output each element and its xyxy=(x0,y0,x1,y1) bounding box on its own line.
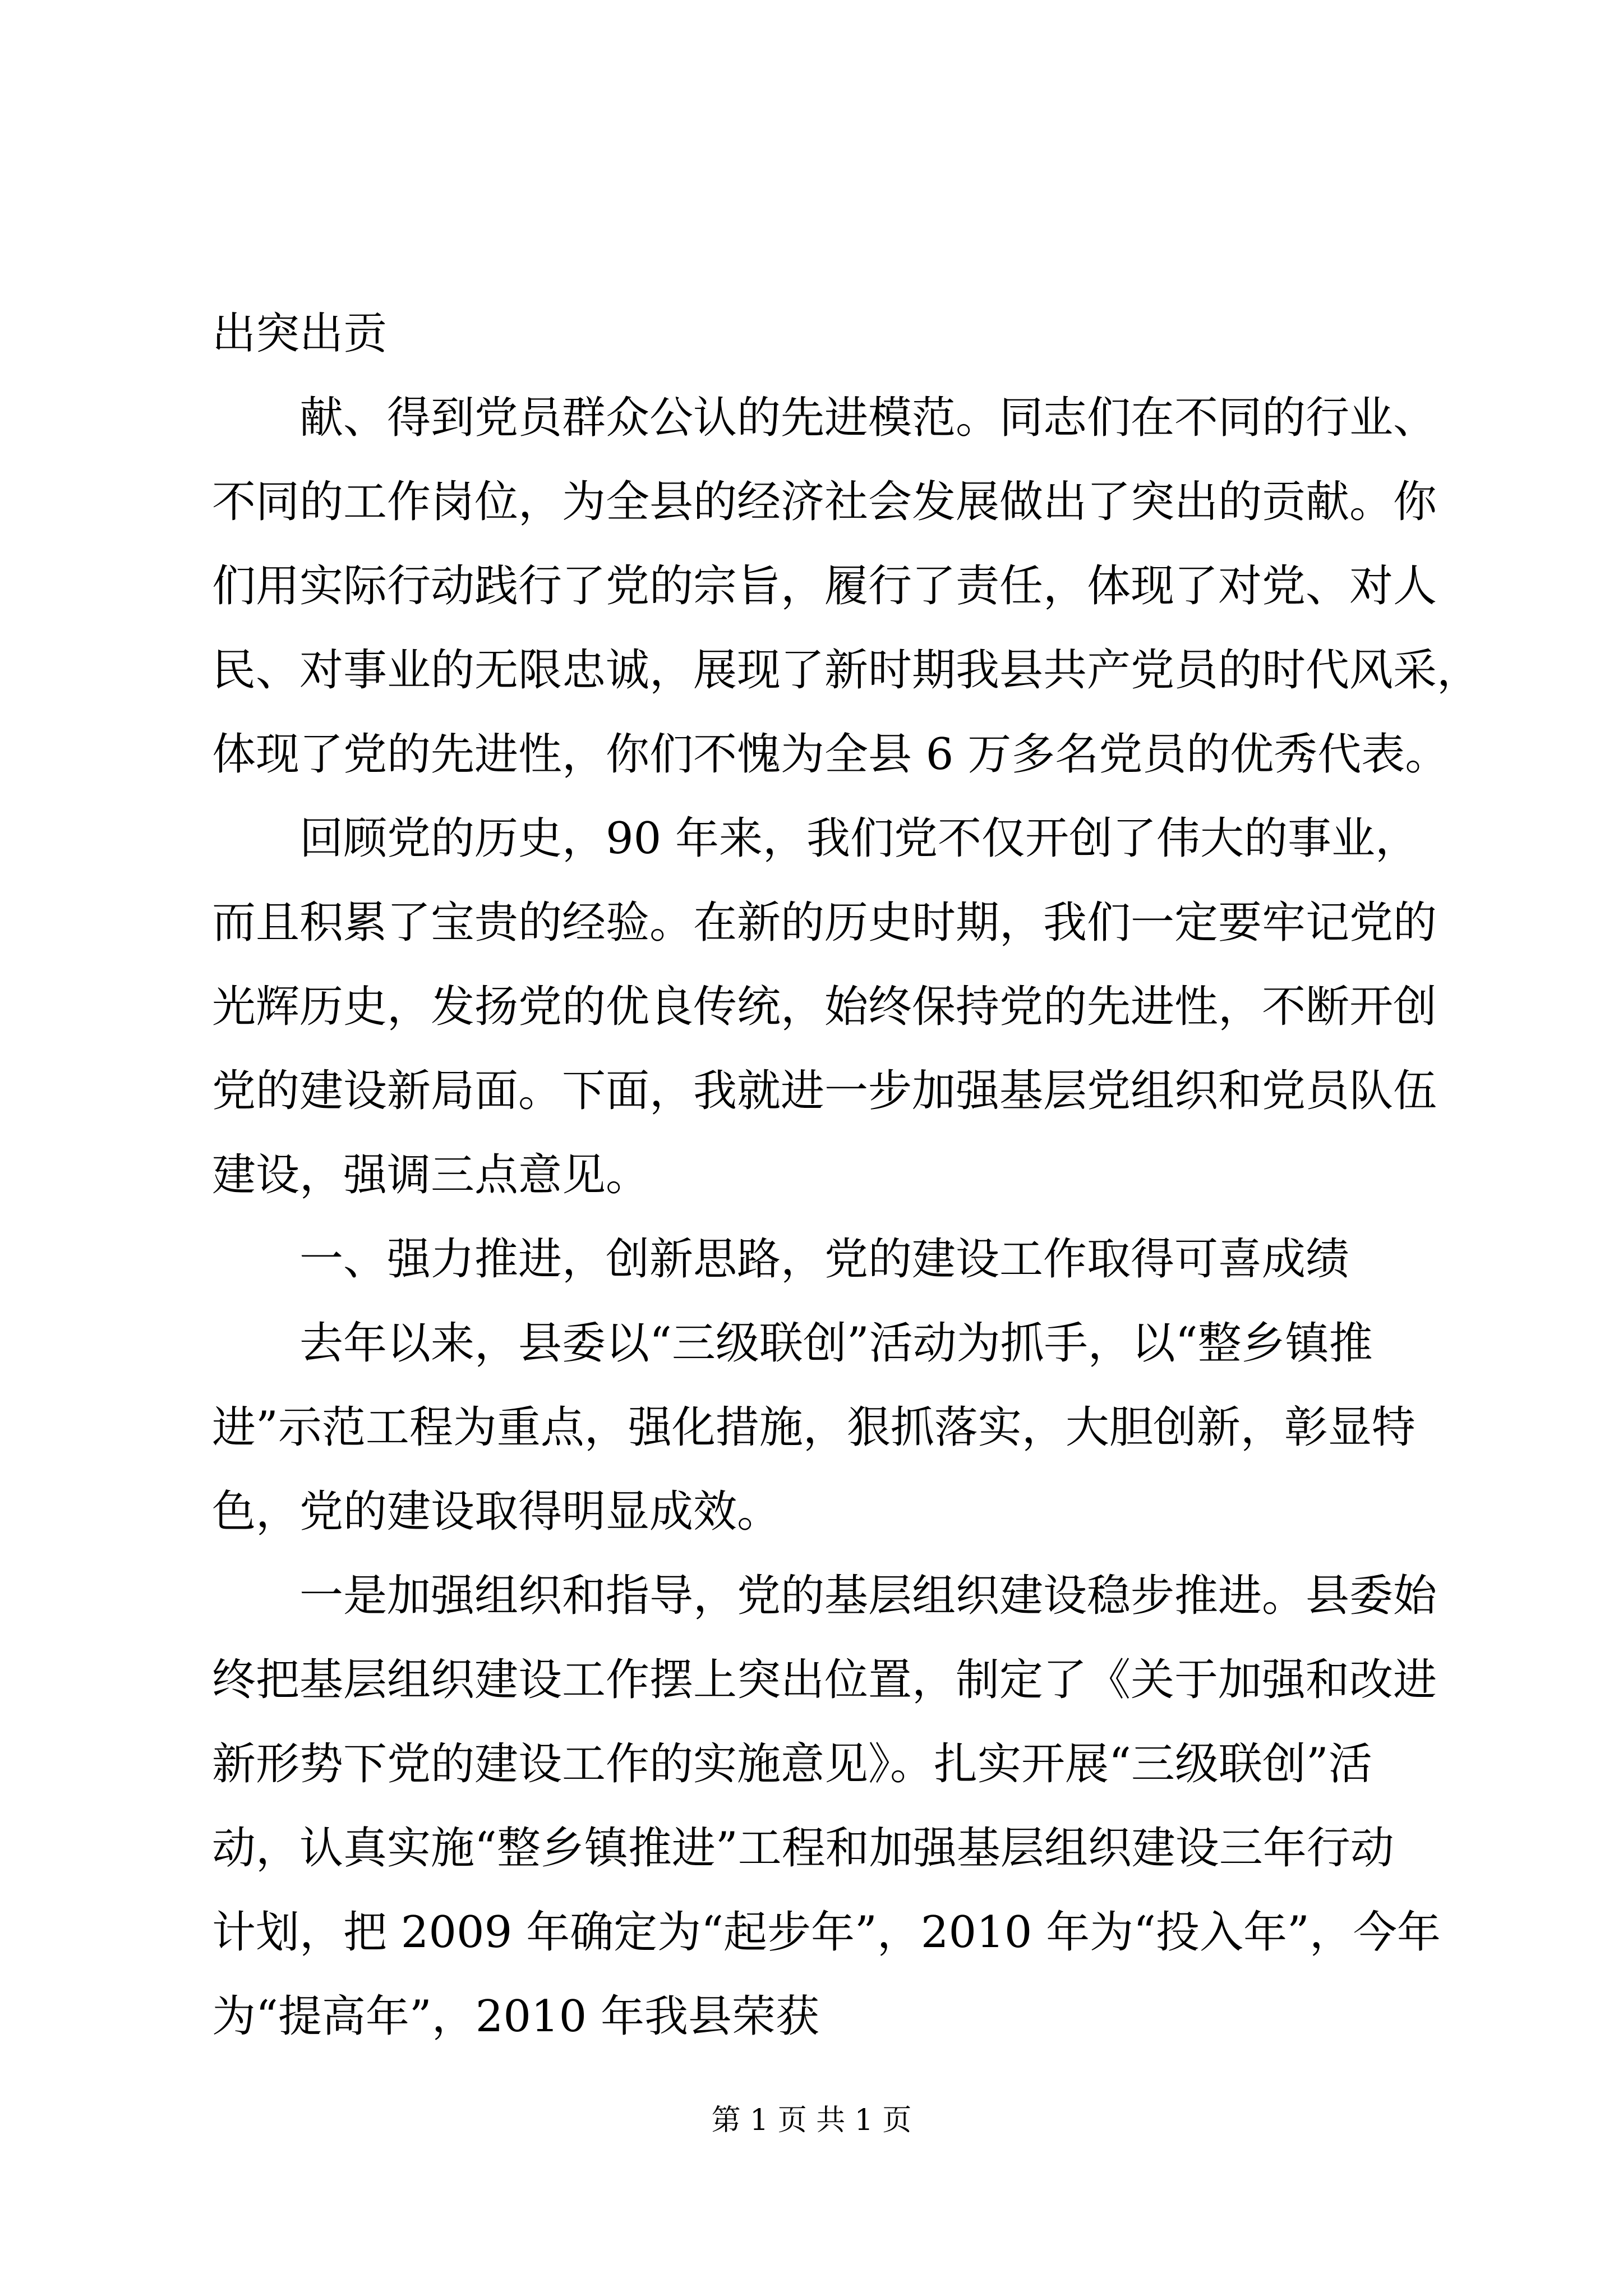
text-line: 去年以来，县委以“三级联创”活动为抓手，以“整乡镇推 xyxy=(299,1318,1373,1369)
body-text xyxy=(212,292,1481,2059)
text-line: 动，认真实施“整乡镇推进”工程和加强基层组织建设三年行动 xyxy=(212,1823,1394,1874)
section-heading: 一、强力推进，创新思路，党的建设工作取得可喜成绩 xyxy=(299,1234,1350,1285)
text-line: 民、对事业的无限忠诚，展现了新时期我县共产党员的时代风采， xyxy=(212,645,1481,696)
text-line: 光辉历史，发扬党的优良传统，始终保持党的先进性，不断开创 xyxy=(212,982,1437,1032)
text-line: 不同的工作岗位，为全县的经济社会发展做出了突出的贡献。你 xyxy=(212,477,1437,527)
text-line: 计划，把 2009 年确定为“起步年”，2010 年为“投入年”，今年 xyxy=(212,1907,1441,1958)
page-footer: 第 1 页 共 1 页 xyxy=(711,2104,912,2137)
text-line: 为“提高年”，2010 年我县荣获 xyxy=(212,1991,820,2042)
text-line: 新形势下党的建设工作的实施意见》。扎实开展“三级联创”活 xyxy=(212,1739,1372,1789)
text-line: 党的建设新局面。下面，我就进一步加强基层党组织和党员队伍 xyxy=(212,1066,1437,1116)
text-line: 建设，强调三点意见。 xyxy=(212,1150,650,1200)
text-line: 回顾党的历史，90 年来，我们党不仅开创了伟大的事业， xyxy=(299,813,1419,864)
text-line: 色，党的建设取得明显成效。 xyxy=(212,1487,781,1537)
text-line: 们用实际行动践行了党的宗旨，履行了责任，体现了对党、对人 xyxy=(212,561,1437,611)
text-line: 出突出贡 xyxy=(212,309,388,359)
text-line: 一是加强组织和指导，党的基层组织建设稳步推进。县委始 xyxy=(299,1571,1437,1621)
text-line: 体现了党的先进性，你们不愧为全县 6 万多名党员的优秀代表。 xyxy=(212,729,1449,780)
text-line: 进”示范工程为重点，强化措施，狠抓落实，大胆创新，彰显特 xyxy=(212,1402,1415,1453)
text-line: 而且积累了宝贵的经验。在新的历史时期，我们一定要牢记党的 xyxy=(212,898,1437,948)
text-line: 终把基层组织建设工作摆上突出位置，制定了《关于加强和改进 xyxy=(212,1655,1437,1705)
text-line: 献、得到党员群众公认的先进模范。同志们在不同的行业、 xyxy=(299,393,1437,443)
